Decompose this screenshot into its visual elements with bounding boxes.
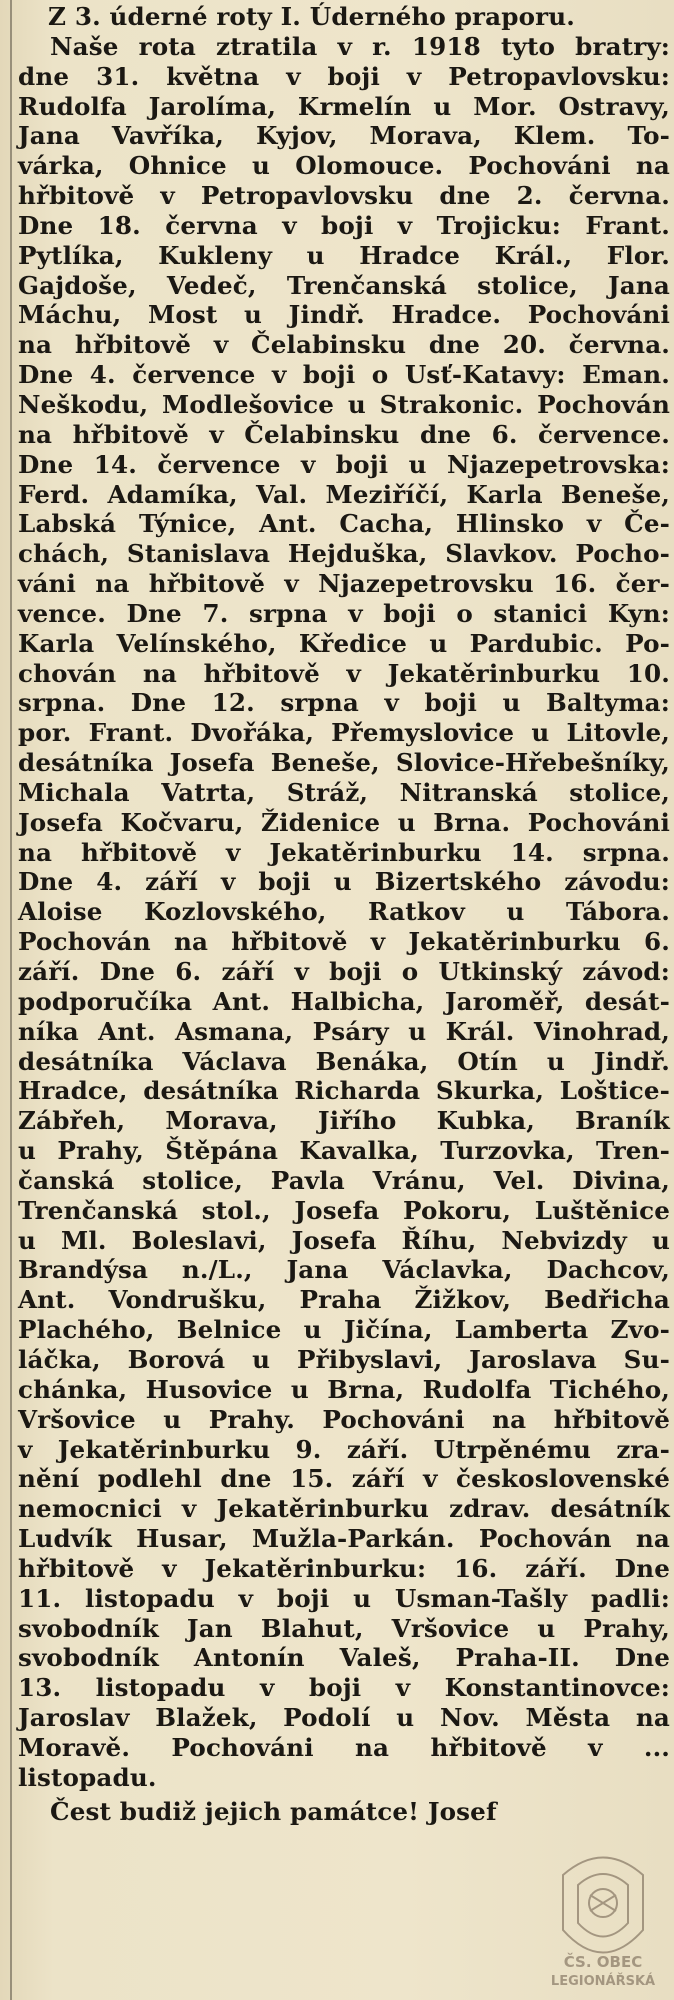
article-line: Máchu, Most u Jindř. Hradce. Pochováni	[18, 300, 670, 330]
article-closing: Čest budiž jejich památce! Josef	[50, 1796, 497, 1826]
article-line: v Jekatěrinburku 9. září. Utrpěnému zra-	[18, 1434, 670, 1464]
article-line: chách, Stanislava Hejduška, Slavkov. Pocho-	[18, 539, 670, 569]
article-line: Hradce, desátníka Richarda Skurka, Loštice-	[18, 1076, 670, 1106]
article-line: Labská Týnice, Ant. Cacha, Hlinsko v Če-	[18, 509, 670, 539]
article-line: Plachého, Belnice u Jičína, Lamberta Zvo-	[18, 1315, 670, 1345]
article-line: 13. listopadu v boji v Konstantinovce:	[18, 1673, 670, 1703]
article-line: váni na hřbitově v Njazepetrovsku 16. čer-	[18, 569, 670, 599]
article-line: nemocnici v Jekatěrinburku zdrav. desátník	[18, 1494, 670, 1524]
article-line: Gajdoše, Vedeč, Trenčanská stolice, Jana	[18, 270, 670, 300]
article-line: Rudolfa Jarolíma, Krmelín u Mor. Ostravy,	[18, 91, 670, 121]
article-line: Karla Velínského, Kředice u Pardubic. Po-	[18, 628, 670, 658]
article-line: září. Dne 6. září v boji o Utkinský závod:	[18, 957, 670, 986]
article	[18, 2, 670, 1826]
article-line: Ferd. Adamíka, Val. Meziříčí, Karla Beneše,	[18, 479, 670, 509]
article-line: Neškodu, Modlešovice u Strakonic. Pochován	[18, 389, 670, 419]
article-line: Dne 18. června v boji v Trojicku: Frant.	[18, 210, 670, 240]
article-line: dne 31. května v boji v Petropavlovsku:	[18, 61, 670, 91]
article-line: Ant. Vondrušku, Praha Žižkov, Bedřicha	[18, 1285, 670, 1315]
article-line: na hřbitově v Čelabinsku dne 6. července.	[18, 419, 670, 449]
article-body	[18, 32, 670, 1793]
article-line: desátníka Josefa Beneše, Slovice-Hřebešníky,	[18, 748, 670, 778]
article-line: Aloise Kozlovského, Ratkov u Tábora.	[18, 897, 670, 927]
article-line: chánka, Husovice u Brna, Rudolfa Tichého,	[18, 1374, 670, 1404]
article-line: na hřbitově v Čelabinsku dne 20. června.	[18, 330, 670, 360]
legion-association-stamp	[538, 1835, 668, 1993]
article-line: Jana Vavříka, Kyjov, Morava, Klem. To-	[18, 121, 670, 151]
article-line: Vršovice u Prahy. Pochováni na hřbitově	[18, 1404, 670, 1434]
article-title: Z 3. úderné roty I. Úderného praporu.	[48, 2, 575, 31]
article-line: Dne 14. července v boji u Njazepetrovska:	[18, 449, 670, 479]
article-line: Michala Vatrta, Stráž, Nitranská stolice,	[18, 777, 670, 807]
article-line: srpna. Dne 12. srpna v boji u Baltyma:	[18, 688, 670, 718]
article-line: u Ml. Boleslavi, Josefa Říhu, Nebvizdy u	[18, 1225, 670, 1255]
article-line: Naše rota ztratila v r. 1918 tyto bratry:	[50, 31, 670, 61]
article-line: vence. Dne 7. srpna v boji o stanici Kyn:	[18, 598, 670, 628]
article-line: Dne 4. července v boji o Usť-Katavy: Eman.	[18, 360, 670, 390]
article-line: Ludvík Husar, Mužla-Parkán. Pochován na	[18, 1524, 670, 1554]
article-line: láčka, Borová u Přibyslavi, Jaroslava Su-	[18, 1344, 670, 1374]
article-line: Pochován na hřbitově v Jekatěrinburku 6.	[18, 927, 670, 957]
article-line: svobodník Jan Blahut, Vršovice u Prahy,	[18, 1613, 670, 1643]
article-line: u Prahy, Štěpána Kavalka, Turzovka, Tren-	[18, 1136, 670, 1166]
article-line: na hřbitově v Jekatěrinburku 14. srpna.	[18, 837, 670, 867]
article-line: Dne 4. září v boji u Bizertského závodu:	[18, 867, 670, 897]
article-line: Trenčanská stol., Josefa Pokoru, Luštěnice	[18, 1195, 670, 1225]
article-line: hřbitově v Petropavlovsku dne 2. června.	[18, 181, 670, 211]
article-line: Pytlíka, Kukleny u Hradce Král., Flor.	[18, 240, 670, 270]
article-line: listopadu.	[18, 1762, 157, 1792]
article-line: por. Frant. Dvořáka, Přemyslovice u Litovle,	[18, 718, 670, 748]
article-line: 11. listopadu v boji u Usman-Tašly padli:	[18, 1583, 670, 1613]
column-rule	[10, 0, 12, 2000]
article-line: hřbitově v Jekatěrinburku: 16. září. Dne	[18, 1553, 670, 1583]
article-line: várka, Ohnice u Olomouce. Pochováni na	[18, 151, 670, 181]
article-line: svobodník Antonín Valeš, Praha-II. Dne	[18, 1643, 670, 1673]
stamp-seal-icon	[538, 1835, 668, 1993]
article-line: Josefa Kočvaru, Židenice u Brna. Pochováni	[18, 807, 670, 837]
article-line: Moravě. Pochováni na hřbitově v ...	[18, 1732, 670, 1762]
article-line: čanská stolice, Pavla Vránu, Vel. Divina,	[18, 1165, 670, 1195]
article-line: Brandýsa n./L., Jana Václavka, Dachcov,	[18, 1255, 670, 1285]
article-line: desátníka Václava Benáka, Otín u Jindř.	[18, 1046, 670, 1076]
article-line: níka Ant. Asmana, Psáry u Král. Vinohrad,	[18, 1016, 670, 1046]
svg-text:LEGIONÁŘSKÁ: LEGIONÁŘSKÁ	[550, 1974, 656, 1989]
article-line: Jaroslav Blažek, Podolí u Nov. Města na	[18, 1703, 670, 1733]
article-line: chován na hřbitově v Jekatěrinburku 10.	[18, 658, 670, 688]
article-line: Zábřeh, Morava, Jiřího Kubka, Braník	[18, 1106, 670, 1136]
article-line: podporučíka Ant. Halbicha, Jaroměř, desát-	[18, 986, 670, 1016]
article-line: nění podlehl dne 15. září v československé	[18, 1464, 670, 1494]
svg-text:ČS. OBEC: ČS. OBEC	[563, 1953, 643, 1971]
